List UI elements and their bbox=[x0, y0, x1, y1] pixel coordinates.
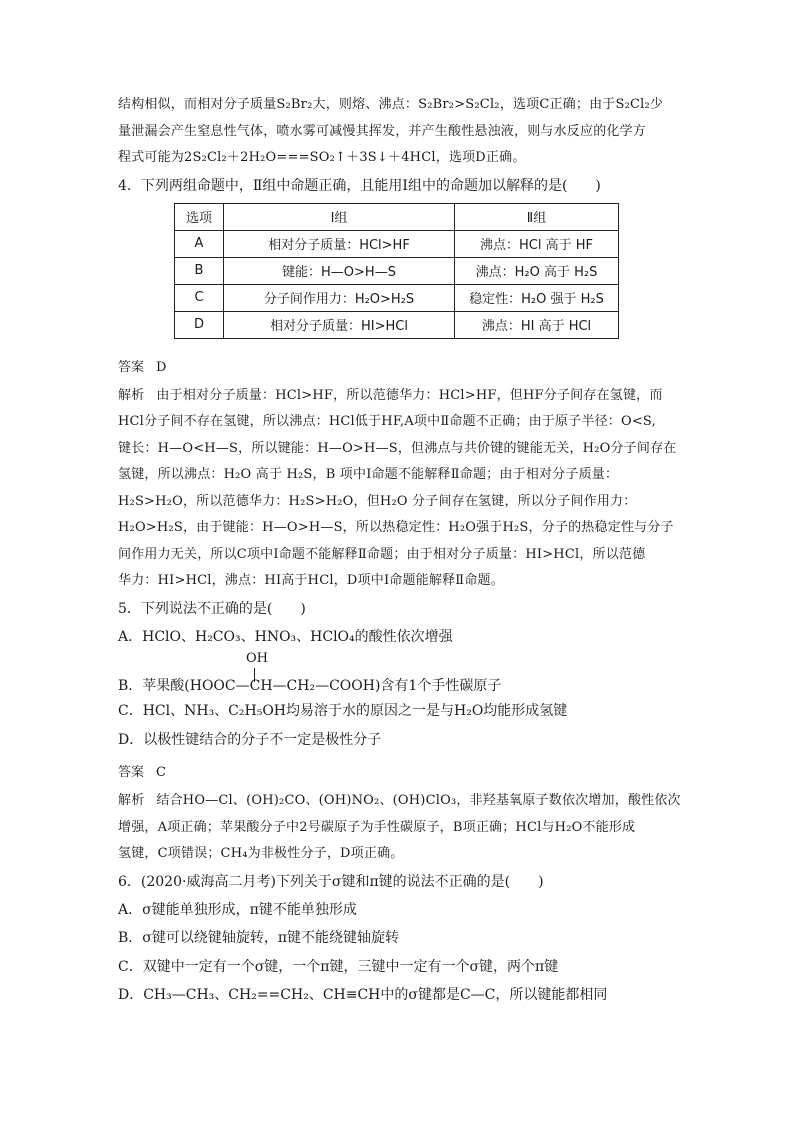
answer-value: C bbox=[156, 765, 166, 780]
text-line: 结构相似，而相对分子质量S₂Br₂大，则熔、沸点：S₂Br₂>S₂Cl₂，选项C正确；由于S₂Cl₂少 bbox=[118, 97, 664, 112]
table-cell: 沸点：HCl 高于 HF bbox=[455, 230, 619, 257]
analysis bbox=[118, 383, 678, 595]
analysis-label: 解析 bbox=[118, 793, 145, 808]
table-cell: 相对分子质量：HI>HCl bbox=[224, 311, 455, 338]
analysis-text: 结合HO—Cl、(OH)₂CO、(OH)NO₂、(OH)ClO₃，非羟基氧原子数依次增加，酸性依次 bbox=[156, 793, 681, 808]
answer-value: D bbox=[156, 359, 167, 375]
table-cell: D bbox=[175, 311, 224, 338]
analysis-line: 氢键，所以沸点：H₂O 高于 H₂S，B 项中Ⅰ命题不能解释Ⅱ命题；由于相对分子质量： bbox=[118, 467, 619, 482]
analysis-text: 由于相对分子质量：HCl>HF，所以范德华力：HCl>HF，但HF分子间存在氢键，而 bbox=[156, 387, 663, 403]
option-c: C．HCl、NH₃、C₂H₅OH均易溶于水的原因之一是与H₂O均能形成氢键 bbox=[118, 703, 568, 719]
analysis-line bbox=[118, 383, 678, 410]
text-line: 量泄漏会产生窒息性气体，喷水雾可减慢其挥发，并产生酸性悬浊液，则与水反应的化学方 bbox=[118, 123, 647, 139]
analysis-line: H₂S>H₂O，所以范德华力：H₂S>H₂O，但H₂O 分子间存在氢键，所以分子间作用力： bbox=[118, 493, 637, 509]
table-cell: C bbox=[175, 284, 224, 311]
analysis-line: 华力：HI>HCl，沸点：HI高于HCl，D项中Ⅰ命题能解释Ⅱ命题。 bbox=[118, 573, 504, 588]
table-cell: 键能：H—O>H—S bbox=[224, 257, 455, 284]
analysis-line: 键长：H—O<H—S，所以键能：H—O>H—S，但沸点与共价键的键能无关，H₂O分子间存在 bbox=[118, 440, 677, 456]
table-cell: 沸点：HI 高于 HCl bbox=[455, 311, 619, 338]
table-cell: 分子间作用力：H₂O>H₂S bbox=[224, 284, 455, 311]
analysis-line bbox=[118, 788, 681, 815]
table-cell: B bbox=[175, 257, 224, 284]
option-d: D．以极性键结合的分子不一定是极性分子 bbox=[118, 731, 382, 748]
answer-line bbox=[118, 353, 678, 383]
analysis-line: 增强，A项正确；苹果酸分子中2号碳原子为手性碳原子，B项正确；HCl与H₂O不能形成 bbox=[118, 819, 636, 835]
document-page bbox=[118, 92, 681, 1010]
option-d: D．CH₃—CH₃、CH₂==CH₂、CH≡CH中的σ键都是C—C，所以键能都相同 bbox=[118, 987, 608, 1003]
text-line: 程式可能为2S₂Cl₂＋2H₂O===SO₂↑＋3S↓＋4HCl，选项D正确。 bbox=[118, 150, 526, 165]
question-5 bbox=[118, 595, 681, 868]
table-cell: A bbox=[175, 230, 224, 257]
question-4 bbox=[118, 172, 678, 595]
table-header-cell: Ⅰ组 bbox=[224, 203, 455, 230]
option-a: A．HClO、H₂CO₃、HNO₃、HClO₄的酸性依次增强 bbox=[118, 628, 453, 645]
question-6 bbox=[118, 868, 678, 1010]
analysis-line: H₂O>H₂S，由于键能：H—O>H—S，所以热稳定性：H₂O强于H₂S，分子的热稳定性与分子 bbox=[118, 520, 674, 535]
table-cell: 沸点：H₂O 高于 H₂S bbox=[455, 257, 619, 284]
table-row bbox=[175, 257, 619, 284]
option-c: C．双键中一定有一个σ键，一个π键，三键中一定有一个σ键，两个π键 bbox=[118, 958, 559, 975]
answer-line bbox=[118, 758, 678, 788]
continued-explanation bbox=[118, 92, 678, 172]
answer-label: 答案 bbox=[118, 359, 145, 375]
table-header-cell: 选项 bbox=[175, 203, 224, 230]
table-row bbox=[175, 230, 619, 257]
analysis-line: 间作用力无关，所以C项中Ⅰ命题不能解释Ⅱ命题；由于相对分子质量：HI>HCl，所以范德 bbox=[118, 546, 646, 562]
question-stem: 5．下列说法不正确的是( ) bbox=[118, 600, 306, 617]
question-stem: 6．(2020·威海高二月考)下列关于σ键和π键的说法不正确的是( ) bbox=[118, 873, 544, 890]
option-b: B．苹果酸(HOOC—CH—CH₂—COOH)含有1个手性碳原子 bbox=[118, 678, 502, 694]
options-table bbox=[174, 203, 619, 339]
option-a: A．σ键能单独形成，π键不能单独形成 bbox=[118, 901, 357, 918]
analysis-line: 氢键，C项错误；CH₄为非极性分子，D项正确。 bbox=[118, 846, 404, 861]
malic-acid-structure bbox=[118, 651, 678, 697]
answer-label: 答案 bbox=[118, 765, 145, 780]
table-row bbox=[175, 311, 619, 338]
table-cell: 相对分子质量：HCl>HF bbox=[224, 230, 455, 257]
analysis-line: HCl分子间不存在氢键，所以沸点：HCl低于HF,A项中Ⅱ命题不正确；由于原子半径：O<S, bbox=[118, 414, 656, 429]
hydroxyl-group-label: OH bbox=[246, 651, 268, 666]
question-stem: 4．下列两组命题中，Ⅱ组中命题正确，且能用Ⅰ组中的命题加以解释的是( ) bbox=[118, 177, 601, 194]
table-cell: 稳定性：H₂O 强于 H₂S bbox=[455, 284, 619, 311]
analysis-label: 解析 bbox=[118, 387, 145, 403]
option-b: B．σ键可以绕键轴旋转，π键不能绕键轴旋转 bbox=[118, 930, 400, 946]
table-header-row bbox=[175, 203, 619, 230]
table-row bbox=[175, 284, 619, 311]
table-header-cell: Ⅱ组 bbox=[455, 203, 619, 230]
analysis bbox=[118, 788, 681, 868]
